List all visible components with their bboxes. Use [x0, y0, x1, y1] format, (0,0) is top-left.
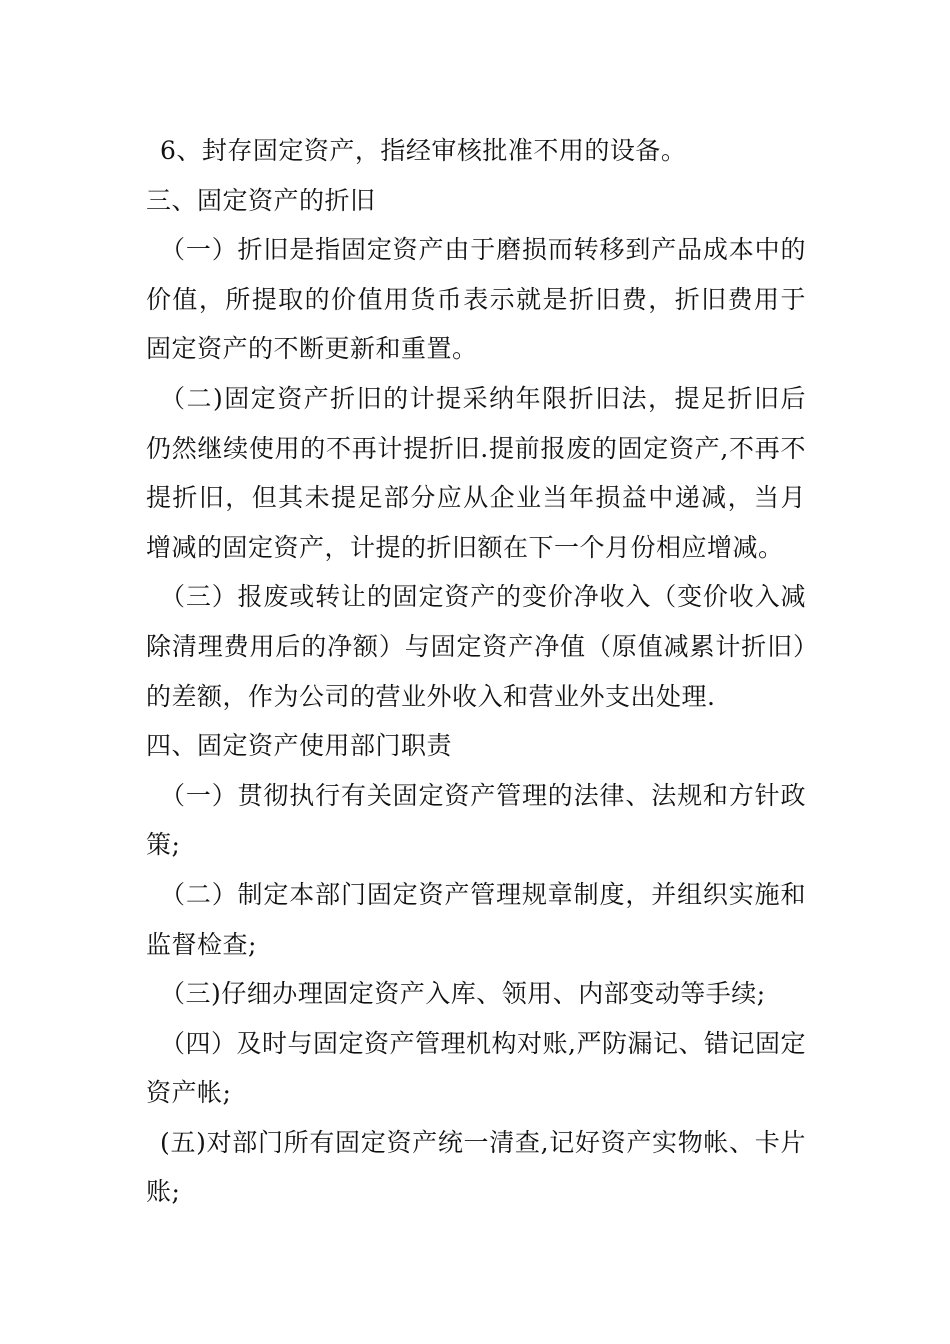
paragraph-disposal-income: （三）报废或转让的固定资产的变价净收入（变价收入减除清理费用后的净额）与固定资产净值（原值减累计折旧）的差额，作为公司的营业外收入和营业外支出处理.	[146, 582, 806, 711]
heading-depreciation: 三、固定资产的折旧	[146, 185, 376, 215]
paragraph-duty-4: （四）及时与固定资产管理机构对账,严防漏记、错记固定资产帐;	[146, 1028, 806, 1108]
paragraph-sealed-assets: 6、封存固定资产，指经审核批准不用的设备。	[160, 136, 687, 165]
paragraph-duty-1: （一）贯彻执行有关固定资产管理的法律、法规和方针政策;	[146, 780, 806, 860]
document-body	[146, 126, 806, 1217]
paragraph-duty-3: （三)仔细办理固定资产入库、领用、内部变动等手续;	[160, 979, 766, 1009]
paragraph-depreciation-method: （二)固定资产折旧的计提采纳年限折旧法，提足折旧后仍然继续使用的不再计提折旧.提前报废的固定资产,不再不提折旧，但其未提足部分应从企业当年损益中递减，当月增减的固定资产，计提的折旧额在下一个月份相应增减。	[146, 383, 806, 562]
paragraph-depreciation-definition: （一）折旧是指固定资产由于磨损而转移到产品成本中的价值，所提取的价值用货币表示就是折旧费，折旧费用于固定资产的不断更新和重置。	[146, 235, 806, 364]
paragraph-duty-5: (五)对部门所有固定资产统一清查,记好资产实物帐、卡片账;	[146, 1127, 806, 1207]
paragraph-duty-2: （二）制定本部门固定资产管理规章制度，并组织实施和监督检查;	[146, 879, 806, 959]
heading-department-duties: 四、固定资产使用部门职责	[146, 731, 453, 761]
